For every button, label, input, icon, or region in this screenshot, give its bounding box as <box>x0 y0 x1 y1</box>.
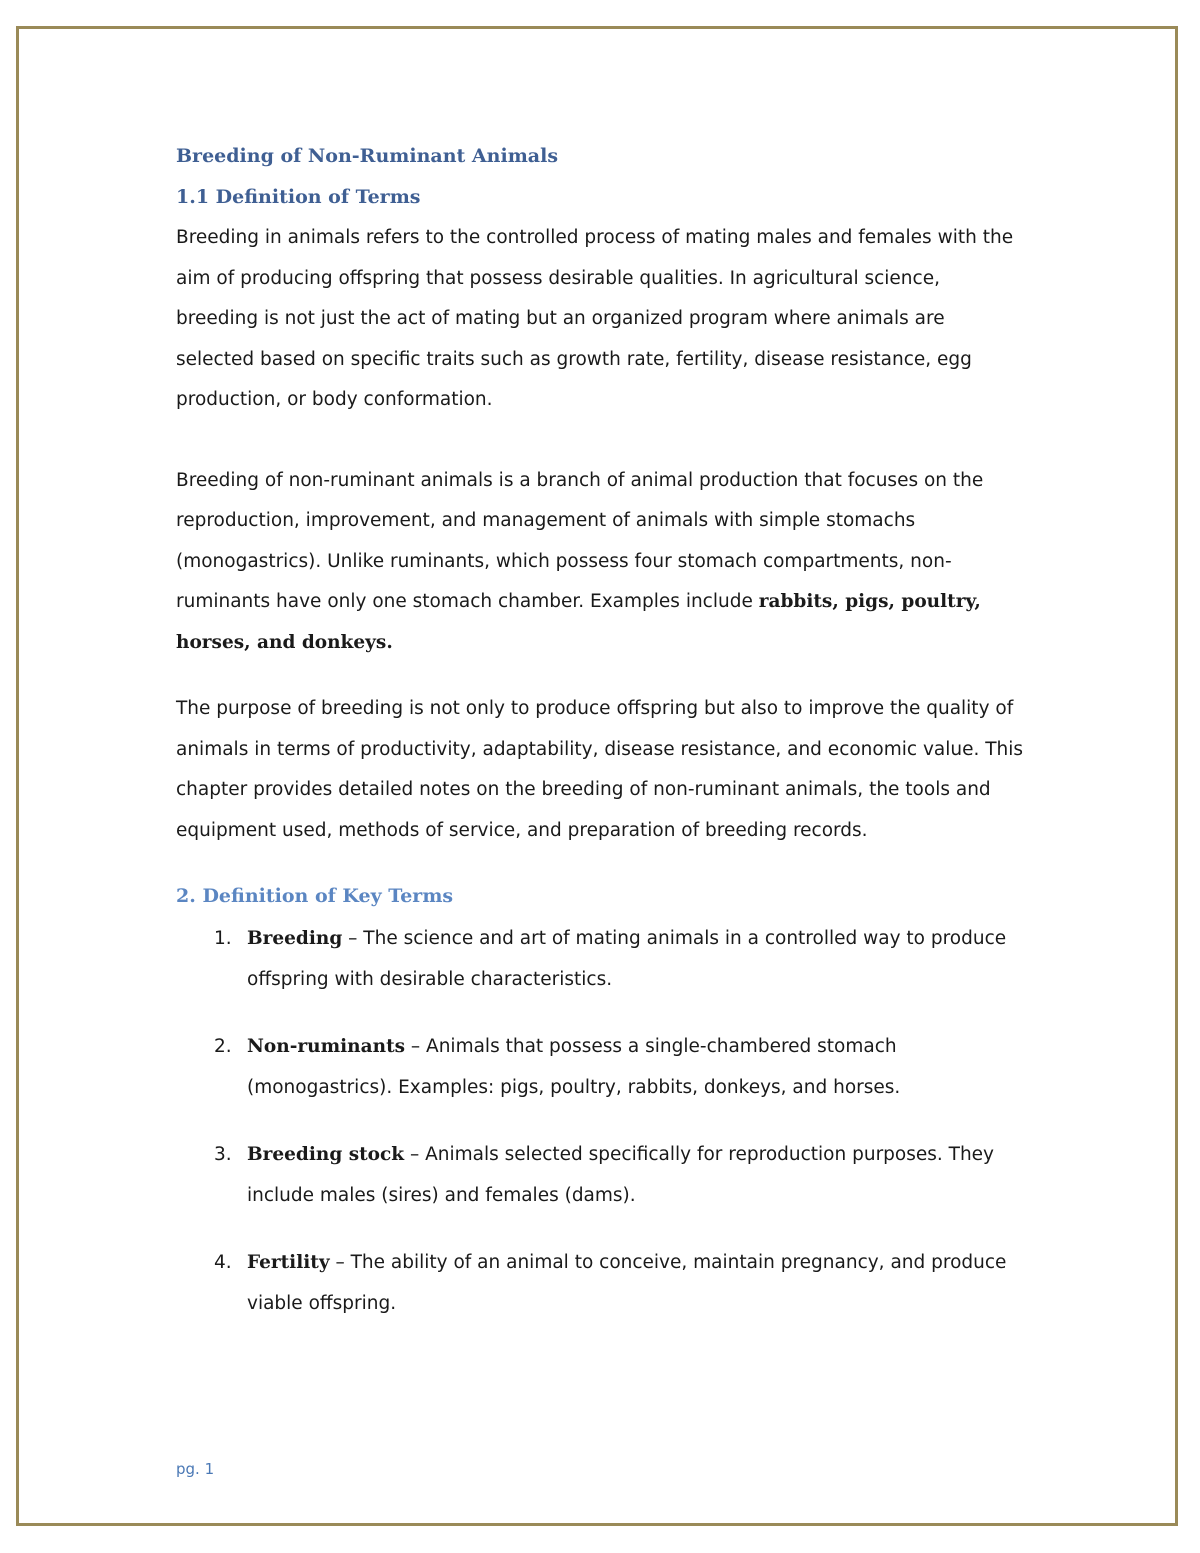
list-item-number: 1. <box>214 928 232 949</box>
document-body <box>176 140 1026 1351</box>
page-number: pg. 1 <box>176 1460 215 1478</box>
list-item <box>176 1135 1026 1216</box>
paragraph-spacer <box>176 663 1026 689</box>
term-definition: Animals selected specifically for reproduction purposes. They include males (sires) and females (dams). <box>247 1144 995 1206</box>
term-separator: – <box>329 1252 351 1273</box>
term-definition: Animals that possess a single-chambered stomach (monogastrics). Examples: pigs, poultry, rabbits, donkeys, and horses. <box>247 1036 901 1098</box>
paragraph-non-ruminants-examples: rabbits, pigs, poultry, horses, and donkeys <box>176 591 981 653</box>
list-item-number: 3. <box>214 1144 232 1165</box>
paragraph-non-ruminants <box>176 461 1026 664</box>
list-item-number: 2. <box>214 1036 232 1057</box>
document-title: Breeding of Non-Ruminant Animals <box>176 145 559 167</box>
paragraph-purpose: The purpose of breeding is not only to produce offspring but also to improve the quality of animals in terms of productivity, adaptability, disease resistance, and economic value. This chapter provides detailed notes on the breeding of non-ruminant animals, the tools and equipment used, methods of service, and preparation of breeding records. <box>176 698 1024 841</box>
paragraph-non-ruminants-text: Breeding of non-ruminant animals is a branch of animal production that focuses on the reproduction, improvement, and management of animals with simple stomachs (monogastrics). Unlike ruminants, which possess four stomach compartments, non-ruminants have only one stomach chamber. Examples include <box>176 469 984 612</box>
term-separator: – <box>404 1144 426 1165</box>
paragraph-non-ruminants-end: . <box>386 631 393 653</box>
section-heading-key-terms: 2. Definition of Key Terms <box>176 885 454 907</box>
term-name: Fertility <box>247 1252 330 1273</box>
paragraph-spacer <box>176 421 1026 461</box>
list-item <box>176 919 1026 1000</box>
list-item <box>176 1243 1026 1324</box>
term-name: Breeding <box>247 928 343 949</box>
list-item <box>176 1027 1026 1108</box>
term-separator: – <box>405 1036 427 1057</box>
term-name: Non-ruminants <box>247 1036 406 1057</box>
section-heading-definition-of-terms: 1.1 Definition of Terms <box>176 186 421 208</box>
paragraph-breeding-intro: Breeding in animals refers to the controlled process of mating males and females with the aim of producing offspring that possess desirable qualities. In agricultural science, breeding is not just the act of mating but an organized program where animals are selected based on specific traits such as growth rate, fertility, disease resistance, egg production, or body conformation. <box>176 227 1014 410</box>
key-terms-list <box>176 919 1026 1324</box>
term-name: Breeding stock <box>247 1144 405 1165</box>
list-item-number: 4. <box>214 1252 232 1273</box>
term-definition: The science and art of mating animals in a controlled way to produce offspring with desirable characteristics. <box>247 928 1007 990</box>
term-separator: – <box>342 928 364 949</box>
term-definition: The ability of an animal to conceive, maintain pregnancy, and produce viable offspring. <box>247 1252 1007 1314</box>
paragraph-spacer <box>176 851 1026 877</box>
